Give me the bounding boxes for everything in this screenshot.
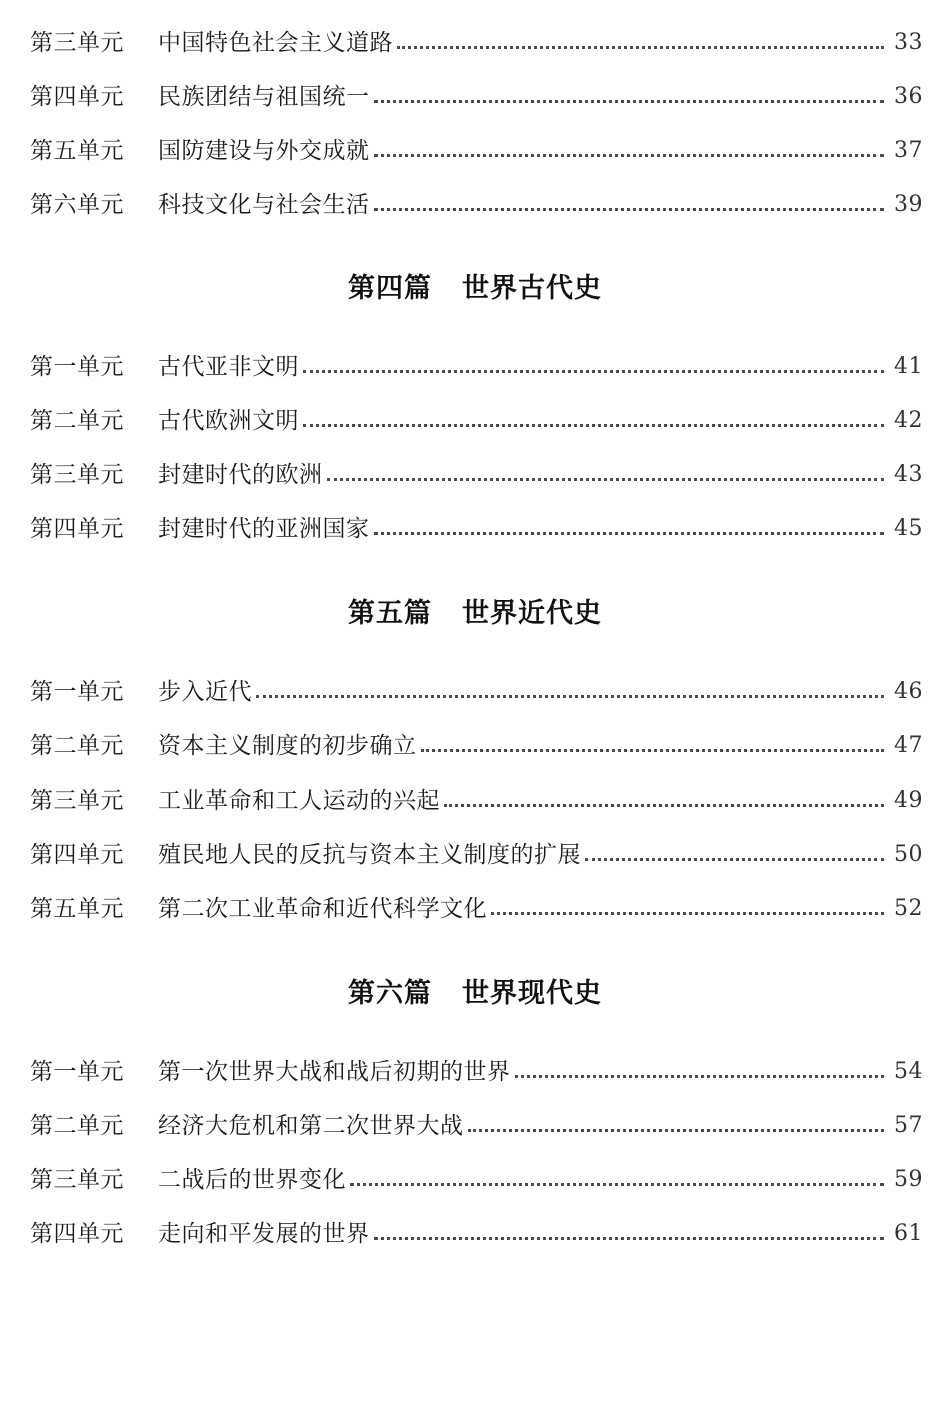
part-name: 世界古代史 <box>462 273 602 304</box>
unit-title: 经济大危机和第二次世界大战 <box>158 1113 464 1139</box>
dot-leader <box>374 153 885 157</box>
dot-leader <box>515 1074 885 1078</box>
unit-label: 第三单元 <box>30 788 124 814</box>
page-number: 46 <box>894 679 923 704</box>
page-number: 50 <box>894 842 923 867</box>
page-number: 37 <box>894 138 923 163</box>
toc-entry[interactable] <box>30 454 922 490</box>
toc-entry[interactable] <box>30 1159 922 1195</box>
toc-entry[interactable] <box>30 1105 922 1141</box>
unit-label: 第三单元 <box>30 462 124 488</box>
toc-entry[interactable] <box>30 780 922 816</box>
part-heading <box>0 591 950 630</box>
toc-entry[interactable] <box>30 725 922 761</box>
dot-leader <box>303 423 884 427</box>
dot-leader <box>350 1182 884 1186</box>
unit-label: 第三单元 <box>30 1167 124 1193</box>
unit-title: 步入近代 <box>158 679 252 705</box>
unit-label: 第六单元 <box>30 192 124 218</box>
toc-entry[interactable] <box>30 346 922 382</box>
dot-leader <box>397 45 884 49</box>
part-heading <box>0 971 950 1010</box>
toc-entry[interactable] <box>30 400 922 436</box>
dot-leader <box>585 857 884 861</box>
dot-leader <box>327 477 885 481</box>
unit-label: 第三单元 <box>30 30 124 56</box>
toc-entry[interactable] <box>30 1051 922 1087</box>
unit-label: 第四单元 <box>30 1221 124 1247</box>
unit-title: 走向和平发展的世界 <box>158 1221 370 1247</box>
unit-title: 二战后的世界变化 <box>158 1167 346 1193</box>
part-name: 世界近代史 <box>462 598 602 629</box>
part-label: 第六篇 <box>348 978 432 1009</box>
dot-leader <box>374 99 885 103</box>
toc-entry[interactable] <box>30 834 922 870</box>
toc-entry[interactable] <box>30 671 922 707</box>
dot-leader <box>256 694 884 698</box>
unit-title: 封建时代的亚洲国家 <box>158 516 370 542</box>
page-number: 49 <box>894 788 923 813</box>
dot-leader <box>421 748 885 752</box>
page-number: 61 <box>894 1221 923 1246</box>
toc-entry[interactable] <box>30 508 922 544</box>
page-number: 59 <box>894 1167 923 1192</box>
unit-title: 第二次工业革命和近代科学文化 <box>158 896 487 922</box>
unit-title: 资本主义制度的初步确立 <box>158 733 417 759</box>
toc-entry[interactable] <box>30 76 922 112</box>
unit-title: 古代欧洲文明 <box>158 408 299 434</box>
toc-entry[interactable] <box>30 130 922 166</box>
unit-label: 第一单元 <box>30 354 124 380</box>
page-number: 36 <box>894 84 923 109</box>
dot-leader <box>491 911 884 915</box>
unit-title: 殖民地人民的反抗与资本主义制度的扩展 <box>158 842 581 868</box>
unit-title: 工业革命和工人运动的兴起 <box>158 788 440 814</box>
unit-label: 第一单元 <box>30 1059 124 1085</box>
toc-entry[interactable] <box>30 22 922 58</box>
page-number: 43 <box>894 462 923 487</box>
unit-label: 第二单元 <box>30 733 124 759</box>
toc-entry[interactable] <box>30 184 922 220</box>
unit-title: 中国特色社会主义道路 <box>158 30 393 56</box>
page-number: 45 <box>894 516 923 541</box>
unit-title: 封建时代的欧洲 <box>158 462 323 488</box>
toc-entry[interactable] <box>30 1213 922 1249</box>
part-label: 第五篇 <box>348 598 432 629</box>
unit-label: 第二单元 <box>30 1113 124 1139</box>
unit-title: 第一次世界大战和战后初期的世界 <box>158 1059 511 1085</box>
dot-leader <box>374 207 885 211</box>
page-number: 39 <box>894 192 923 217</box>
unit-label: 第一单元 <box>30 679 124 705</box>
part-name: 世界现代史 <box>462 978 602 1009</box>
unit-label: 第四单元 <box>30 84 124 110</box>
page-number: 57 <box>894 1113 923 1138</box>
unit-label: 第四单元 <box>30 516 124 542</box>
page-number: 41 <box>894 354 923 379</box>
dot-leader <box>374 1236 885 1240</box>
page-number: 47 <box>894 733 923 758</box>
unit-label: 第五单元 <box>30 896 124 922</box>
unit-label: 第二单元 <box>30 408 124 434</box>
toc-entry[interactable] <box>30 888 922 924</box>
part-heading <box>0 266 950 305</box>
part-label: 第四篇 <box>348 273 432 304</box>
dot-leader <box>303 369 884 373</box>
dot-leader <box>468 1128 885 1132</box>
unit-title: 古代亚非文明 <box>158 354 299 380</box>
unit-label: 第五单元 <box>30 138 124 164</box>
page-number: 33 <box>894 30 923 55</box>
unit-title: 民族团结与祖国统一 <box>158 84 370 110</box>
dot-leader <box>374 531 885 535</box>
page-number: 52 <box>894 896 923 921</box>
dot-leader <box>444 803 884 807</box>
page-number: 42 <box>894 408 923 433</box>
unit-label: 第四单元 <box>30 842 124 868</box>
page-number: 54 <box>894 1059 923 1084</box>
unit-title: 科技文化与社会生活 <box>158 192 370 218</box>
unit-title: 国防建设与外交成就 <box>158 138 370 164</box>
